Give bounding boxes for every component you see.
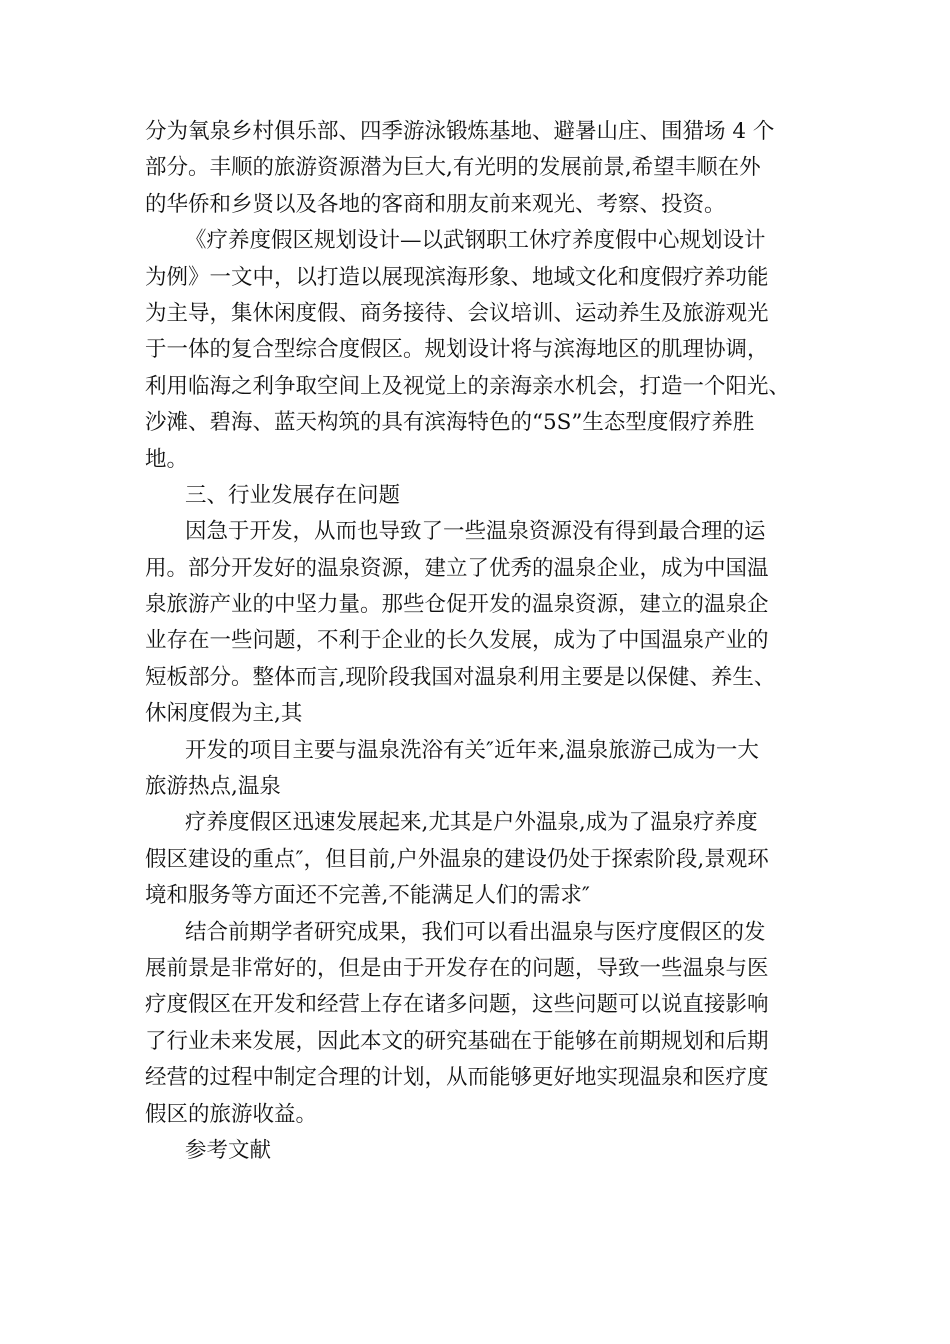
text-line: 短板部分。整体而言,现阶段我国对温泉利用主要是以保健、养生、	[145, 664, 776, 690]
text-line: 分为氧泉乡村俱乐部、四季游泳锻炼基地、避暑山庄、围猎场 4 个	[145, 119, 775, 144]
text-line: 结合前期学者研究成果，我们可以看出温泉与医疗度假区的发	[185, 919, 766, 945]
text-line: 沙滩、碧海、蓝天构筑的具有滨海特色的“5S”生态型度假疗养胜	[145, 410, 755, 436]
text-line: 为主导，集休闲度假、商务接待、会议培训、运动养生及旅游观光	[145, 300, 769, 326]
text-line: 泉旅游产业的中坚力量。那些仓促开发的温泉资源，建立的温泉企	[145, 592, 769, 618]
body-text	[145, 114, 810, 1169]
text-line: 经营的过程中制定合理的计划，从而能够更好地实现温泉和医疗度	[145, 1065, 769, 1091]
text-line: 休闲度假为主,其	[145, 701, 303, 727]
text-line: 的华侨和乡贤以及各地的客商和朋友前来观光、考察、投资。	[145, 191, 726, 217]
text-line: 因急于开发，从而也导致了一些温泉资源没有得到最合理的运	[185, 519, 766, 545]
text-line: 参考文献	[185, 1137, 272, 1163]
text-line: 假区建设的重点″，但目前,户外温泉的建设仍处于探索阶段,景观环	[145, 846, 769, 872]
text-line: 三、行业发展存在问题	[185, 482, 401, 508]
text-line: 部分。丰顺的旅游资源潜为巨大,有光明的发展前景,希望丰顺在外	[145, 155, 761, 181]
text-line: 《疗养度假区规划设计—以武钢职工休疗养度假中心规划设计	[185, 228, 766, 254]
text-line: 地。	[145, 446, 189, 472]
text-line: 为例》一文中，以打造以展现滨海形象、地域文化和度假疗养功能	[145, 264, 769, 290]
text-line: 境和服务等方面还不完善,不能满足人们的需求″	[145, 883, 590, 909]
text-line: 旅游热点,温泉	[145, 774, 281, 800]
text-line: 疗度假区在开发和经营上存在诸多问题，这些问题可以说直接影响	[145, 992, 769, 1018]
text-line: 了行业未来发展，因此本文的研究基础在于能够在前期规划和后期	[145, 1028, 769, 1054]
text-line: 开发的项目主要与温泉洗浴有关″近年来,温泉旅游己成为一大	[185, 737, 759, 763]
text-line: 假区的旅游收益。	[145, 1101, 318, 1127]
text-line: 于一体的复合型综合度假区。规划设计将与滨海地区的肌理协调，	[145, 337, 769, 363]
text-line: 展前景是非常好的，但是由于开发存在的问题，导致一些温泉与医	[145, 955, 769, 981]
text-line: 业存在一些问题，不利于企业的长久发展，成为了中国温泉产业的	[145, 628, 769, 654]
text-line: 疗养度假区迅速发展起来,尤其是户外温泉,成为了温泉疗养度	[185, 810, 758, 836]
text-line: 用。部分开发好的温泉资源，建立了优秀的温泉企业，成为中国温	[145, 555, 769, 581]
text-line: 利用临海之利争取空间上及视觉上的亲海亲水机会，打造一个阳光、	[145, 373, 791, 399]
